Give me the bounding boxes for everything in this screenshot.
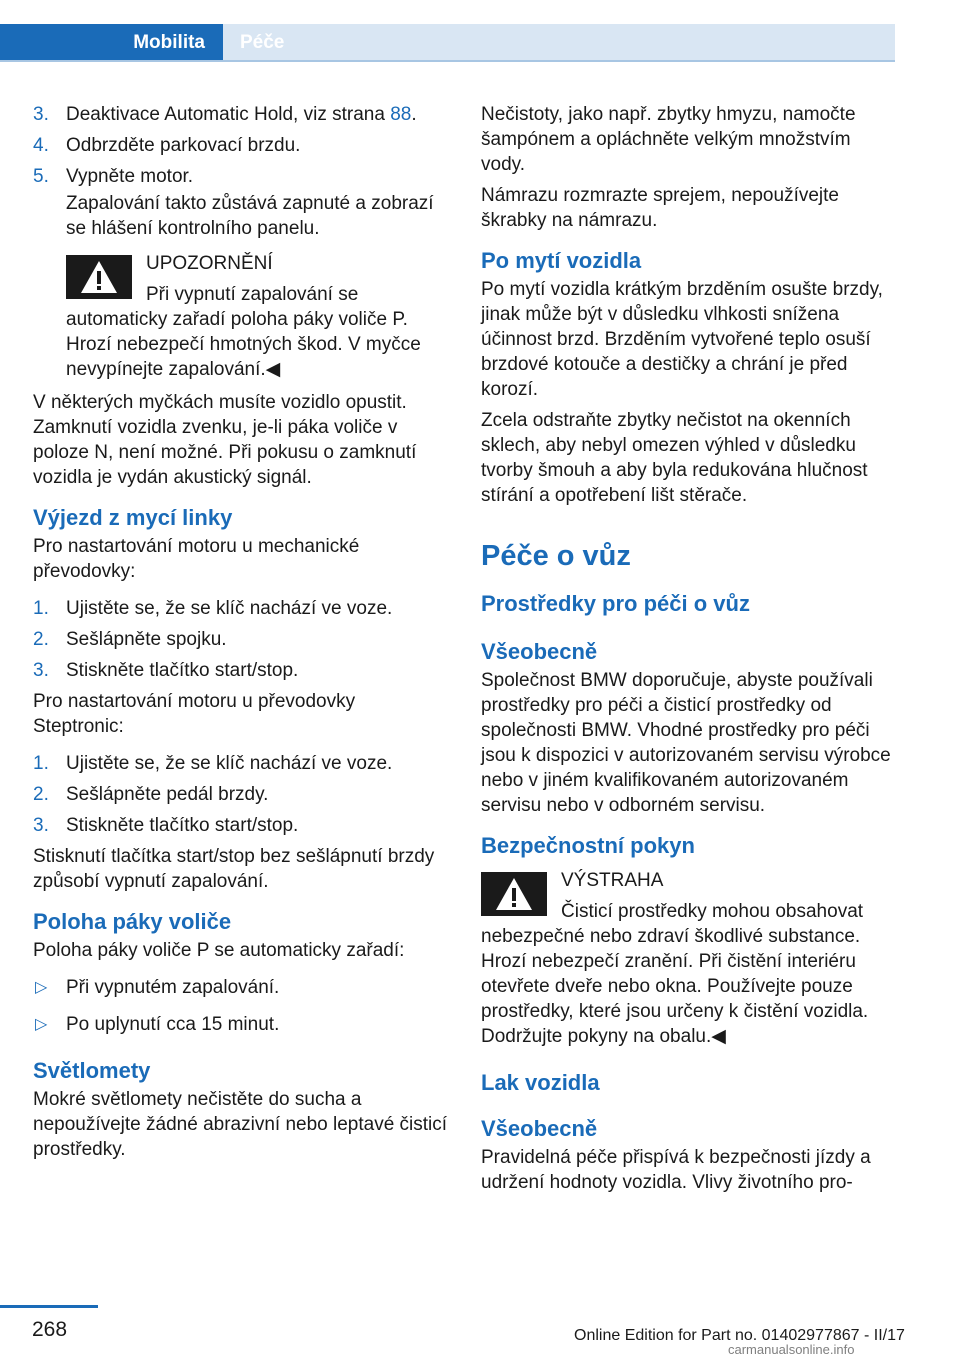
bullet-text: Po uplynutí cca 15 minut. [66, 1014, 280, 1035]
paragraph: Pravidelná péče přispívá k bezpečnosti jízdy a udržení hodnoty vozidla. Vlivy životního pro- [481, 1147, 871, 1193]
tab-pece[interactable]: Péče [223, 24, 895, 62]
warning-box [66, 251, 451, 382]
warning-title: UPOZORNĚNÍ [146, 253, 273, 274]
step-number: 1. [33, 598, 49, 619]
list-item [33, 164, 451, 189]
list-item [33, 813, 451, 838]
paragraph: Pro nastartování motoru u převodovky Steptronic: [33, 691, 356, 737]
triangle-right-icon: ▷ [35, 1016, 48, 1033]
step-text: Vypněte motor. [66, 166, 194, 187]
paragraph: Stisknutí tlačítka start/stop bez sešlápnutí brzdy způsobí vypnutí zapalování. [33, 846, 435, 892]
step-text-end: . [411, 104, 417, 125]
step-number: 2. [33, 629, 49, 650]
paragraph: Společnost BMW doporučuje, abyste používali prostředky pro péči a čisticí prostředky od společnosti BMW. Vhodné prostředky pro péči jsou k dispozici v autorizovaném servisu výrobce nebo v jiném kvalifikovaném autorizovaném servisu nebo v odborném servisu. [481, 670, 891, 816]
list-item [33, 102, 451, 127]
step-number: 5. [33, 166, 49, 187]
paragraph: Po mytí vozidla krátkým brzděním osušte brzdy, jinak může být v důsledku vlhkosti snížena účinnost brzd. Brzděním vytvořené teplo osuší brzdové kotouče a destičky a chrání je před korozí. [481, 279, 883, 400]
heading-poloha: Poloha páky voliče [33, 909, 232, 934]
heading-lak: Lak vozidla [481, 1070, 600, 1095]
bullet-item [33, 975, 451, 1000]
edition-label: Online Edition for Part no. 01402977867 - II/17 [574, 1327, 905, 1344]
watermark: carmanualsonline.info [728, 1342, 855, 1357]
list-item [33, 751, 451, 776]
step-text: Sešlápněte spojku. [66, 629, 227, 650]
step-note: Zapalování takto zůstává zapnuté a zobrazí se hlášení kontrolního panelu. [66, 193, 434, 239]
warning-triangle-icon [481, 872, 547, 916]
list-item [33, 627, 451, 652]
tab-mobilita[interactable]: Mobilita [0, 24, 223, 62]
paragraph: V některých myčkách musíte vozidlo opustit. Zamknutí vozidla zvenku, je-li páka voliče v poloze N, není možné. Při pokusu o zamknutí vozidla je vydán akustický signál. [33, 392, 417, 488]
step-number: 3. [33, 815, 49, 836]
warning-text: Čisticí prostředky mohou obsahovat nebezpečné nebo zdraví škodlivé substance. Hrozí nebezpečí zranění. Při čistění interiéru otevřete dveře nebo okna. Používejte pouze prostředky, které jsou určeny k čistění vozidla. Dodržujte pokyny na obalu.◀ [481, 901, 869, 1047]
paragraph: Námrazu rozmrazte sprejem, nepoužívejte škrabky na námrazu. [481, 185, 839, 231]
paragraph: Nečistoty, jako např. zbytky hmyzu, namočte šampónem a opláchněte velkým množstvím vody. [481, 104, 856, 175]
heading-vseobecne: Všeobecně [481, 1116, 598, 1141]
page-number: 268 [32, 1318, 68, 1341]
step-text: Ujistěte se, že se klíč nachází ve voze. [66, 598, 393, 619]
warning-title: VÝSTRAHA [561, 870, 664, 891]
bullet-text: Při vypnutém zapalování. [66, 977, 280, 998]
step-text: Odbrzděte parkovací brzdu. [66, 135, 301, 156]
step-text: Sešlápněte pedál brzdy. [66, 784, 269, 805]
page-link[interactable]: 88 [390, 104, 412, 125]
step-number: 3. [33, 104, 49, 125]
heading-svetlomety: Světlomety [33, 1058, 151, 1083]
header-tabs [0, 0, 895, 62]
list-item [33, 133, 451, 158]
list-item [33, 658, 451, 683]
list-item [33, 782, 451, 807]
bullet-item [33, 1012, 451, 1037]
header-divider [0, 60, 895, 62]
paragraph: Pro nastartování motoru u mechanické převodovky: [33, 536, 360, 582]
paragraph: Zcela odstraňte zbytky nečistot na okenních sklech, aby nebyl omezen výhled v důsledku tvorby šmouh a aby byla redukována hlučnost stírání a opotřebení lišt stěrače. [481, 410, 868, 506]
footer-rule [0, 1305, 98, 1308]
warning-text: Při vypnutí zapalování se automaticky zařadí poloha páky voliče P. Hrozí nebezpečí hmotných škod. V myčce nevypínejte zapalování.◀ [66, 284, 421, 380]
step-number: 4. [33, 135, 49, 156]
heading-prostredky: Prostředky pro péči o vůz [481, 591, 750, 616]
heading-po-myti: Po mytí vozidla [481, 248, 642, 273]
heading-bezpecnostni: Bezpečnostní pokyn [481, 833, 695, 858]
paragraph: Poloha páky voliče P se automaticky zařadí: [33, 940, 405, 961]
heading-vseobecne: Všeobecně [481, 639, 598, 664]
step-text: Stiskněte tlačítko start/stop. [66, 660, 299, 681]
warning-box [481, 868, 899, 1049]
step-number: 3. [33, 660, 49, 681]
right-column [481, 102, 899, 1201]
triangle-right-icon: ▷ [35, 979, 48, 996]
step-text: Ujistěte se, že se klíč nachází ve voze. [66, 753, 393, 774]
warning-triangle-icon [66, 255, 132, 299]
heading-pece-o-vuz: Péče o vůz [481, 540, 631, 572]
heading-vyjezd: Výjezd z mycí linky [33, 505, 233, 530]
step-text: Stiskněte tlačítko start/stop. [66, 815, 299, 836]
step-number: 2. [33, 784, 49, 805]
list-item [33, 596, 451, 621]
step-text: Deaktivace Automatic Hold, viz strana [66, 104, 391, 125]
left-column [33, 102, 451, 1168]
step-number: 1. [33, 753, 49, 774]
paragraph: Mokré světlomety nečistěte do sucha a nepoužívejte žádné abrazivní nebo leptavé čisticí prostředky. [33, 1089, 448, 1160]
